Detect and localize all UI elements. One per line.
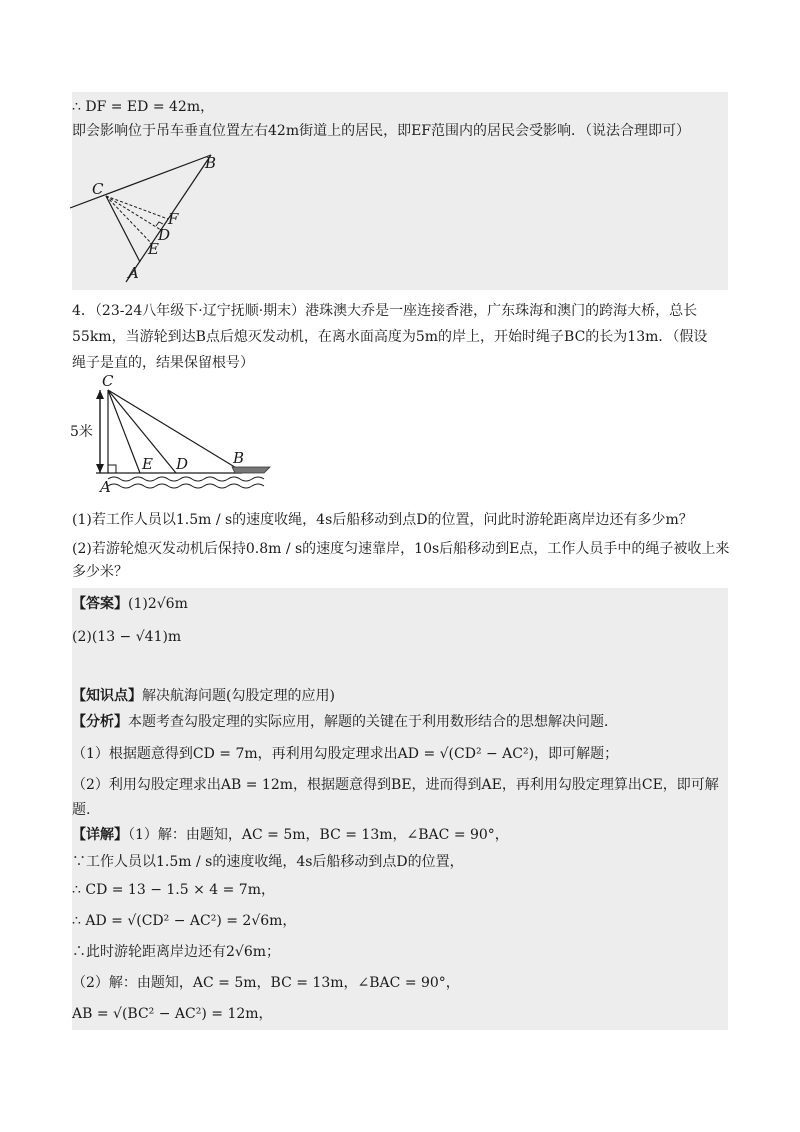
analysis-line xyxy=(72,712,618,732)
knowledge-text: 解决航海问题(勾股定理的应用) xyxy=(142,688,335,704)
detail-line-6: （2）解：由题知，AC = 5m，BC = 13m，∠BAC = 90°， xyxy=(72,975,460,991)
analysis-tag: 【分析】 xyxy=(72,714,128,730)
subquestion-2-line-1: (2)若游轮熄灭发动机后保持0.8m / s的速度匀速靠岸，10s后船移动到E点，工作人员手中的绳子被收上来 xyxy=(72,541,730,557)
label-e: E xyxy=(142,455,153,473)
detail-text-1: （1）解：由题知，AC = 5m，BC = 13m，∠BAC = 90°， xyxy=(128,827,509,843)
arrow-up xyxy=(96,390,104,399)
answer-tag: 【答案】 xyxy=(72,596,128,612)
figure-crane-lines xyxy=(70,150,220,285)
detail-line-2: ∵工作人员以1.5m / s的速度收绳，4s后船移动到点D的位置， xyxy=(72,854,464,870)
label-a: A xyxy=(100,478,111,496)
detail-line-1 xyxy=(72,825,509,845)
knowledge-line xyxy=(72,686,335,706)
detail-line-3: ∴ CD = 13 − 1.5 × 4 = 7m， xyxy=(72,882,275,898)
label-b: B xyxy=(205,154,217,172)
label-height: 5米 xyxy=(70,424,93,440)
right-angle-mark-a xyxy=(108,465,116,473)
line-ca xyxy=(106,196,140,262)
wave-2 xyxy=(108,484,264,488)
label-d: D xyxy=(158,226,171,244)
analysis-text: 本题考查勾股定理的实际应用，解题的关键在于利用数形结合的思想解决问题． xyxy=(128,714,618,730)
line-cb xyxy=(108,390,238,469)
label-b: B xyxy=(233,449,245,467)
detail-line-5: ∴此时游轮距离岸边还有2√6m； xyxy=(72,944,281,960)
prev-explanation-line: 即会影响位于吊车垂直位置左右42m街道上的居民，即EF范围内的居民会受影响．（说法合理即可） xyxy=(72,123,691,139)
label-d: D xyxy=(176,455,189,473)
detail-tag: 【详解】 xyxy=(72,827,128,843)
knowledge-tag: 【知识点】 xyxy=(72,688,142,704)
label-a: A xyxy=(128,264,139,282)
ship-shape xyxy=(232,467,270,473)
detail-line-4: ∴ AD = √(CD² − AC²) = 2√6m， xyxy=(72,913,297,929)
arrow-down xyxy=(96,464,104,473)
figure-ship-rope xyxy=(70,372,275,500)
subquestion-1: (1)若工作人员以1.5m / s的速度收绳，4s后船移动到点D的位置，问此时游轮距离岸边还有多少m？ xyxy=(72,512,693,528)
label-e: E xyxy=(148,240,159,258)
analysis-step-1: （1）根据题意得到CD = 7m，再利用勾股定理求出AD = √(CD² − AC²)，即可解题； xyxy=(72,746,619,762)
prev-conclusion-line: ∴ DF = ED = 42m， xyxy=(72,99,215,115)
answer-2: (2)(13 − √41)m xyxy=(72,629,182,645)
question-line-3: 绳子是直的，结果保留根号） xyxy=(72,355,254,371)
label-c: C xyxy=(102,372,114,390)
answer-line-1 xyxy=(72,594,188,614)
answer-1: (1)2√6m xyxy=(128,596,188,612)
analysis-step-2-line-1: （2）利用勾股定理求出AB = 12m，根据题意得到BE，进而得到AE，再利用勾股定理算出CE，即可解 xyxy=(72,777,719,793)
label-f: F xyxy=(168,210,179,228)
wave-1 xyxy=(108,477,264,481)
subquestion-2-line-2: 多少米？ xyxy=(72,564,128,580)
analysis-step-2-line-2: 题. xyxy=(72,802,91,818)
detail-line-7: AB = √(BC² − AC²) = 12m， xyxy=(72,1006,273,1022)
question-line-2: 55km，当游轮到达B点后熄灭发动机，在离水面高度为5m的岸上，开始时绳子BC的长为13m．（假设 xyxy=(72,329,708,345)
label-c: C xyxy=(92,180,104,198)
question-line-1: 4．（23-24八年级下·辽宁抚顺·期末）港珠澳大乔是一座连接香港，广东珠海和澳门的跨海大桥，总长 xyxy=(72,303,698,319)
solution-shading-bottom xyxy=(72,588,728,1030)
line-ce xyxy=(108,390,140,473)
